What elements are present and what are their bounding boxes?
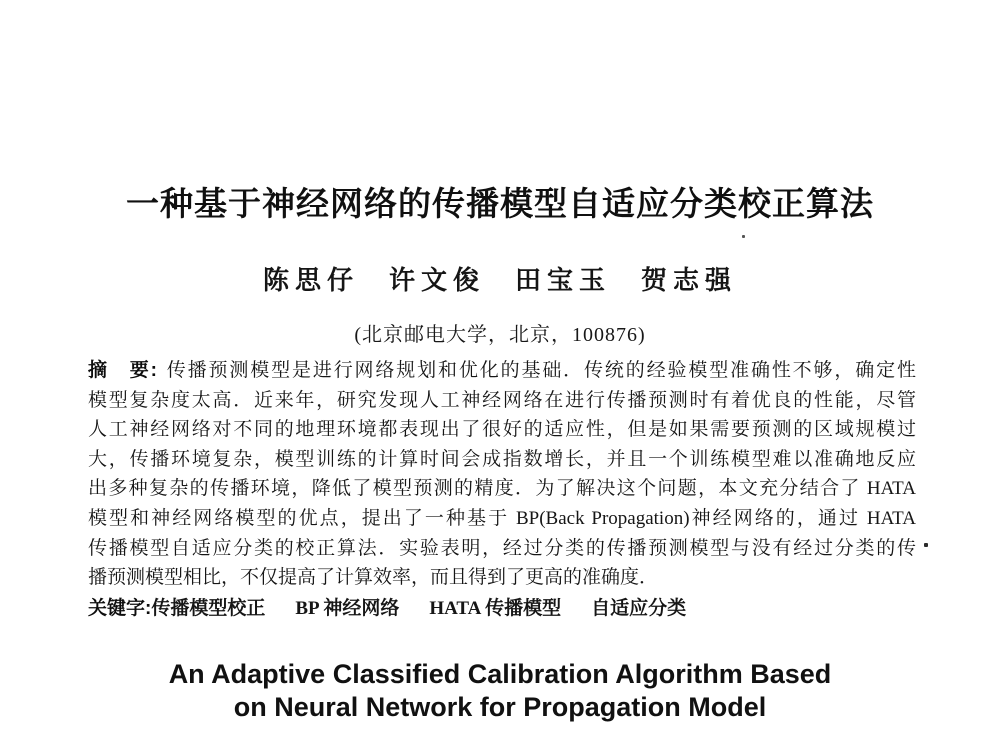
author-name: 贺志强 [641,266,738,295]
affiliation: (北京邮电大学，北京，100876) [354,324,646,346]
keyword: 传播模型校正 [151,598,266,619]
author-name: 许文俊 [388,266,485,295]
keywords-label: 关键字: [88,598,152,619]
abstract-line [88,356,916,386]
paper-title-chinese: 一种基于神经网络的传播模型自适应分类校正算法 [126,185,874,222]
abstract-line: 大，传播环境复杂，模型训练的计算时间会成指数增长，并且一个训练模型难以准确地反应 [88,448,916,470]
keyword: 自适应分类 [591,598,687,619]
abstract-line: 出多种复杂的传播环境，降低了模型预测的精度．为了解决这个问题，本文充分结合了 HATA [88,478,916,500]
abstract-block [88,356,916,593]
english-title-line: on Neural Network for Propagation Model [233,692,767,722]
keyword: BP 神经网络 [295,598,400,619]
keyword: HATA 传播模型 [429,598,562,619]
scan-speck [742,235,745,238]
abstract-line: 人工神经网络对不同的地理环境都表现出了很好的适应性，但是如果需要预测的区域规模过 [88,419,916,441]
scan-speck [924,543,928,547]
paper-title-english [0,658,1000,724]
keywords-line [88,594,928,623]
english-title-line: An Adaptive Classified Calibration Algorithm Based [168,659,832,689]
abstract-text: 传播预测模型是进行网络规划和优化的基础．传统的经验模型准确性不够，确定性 [164,360,916,381]
author-list [0,260,1000,297]
author-name: 陈思仔 [262,266,359,295]
abstract-line: 播预测模型相比，不仅提高了计算效率，而且得到了更高的准确度． [88,567,659,589]
author-name: 田宝玉 [515,266,612,295]
abstract-line: 模型和神经网络模型的优点，提出了一种基于 BP(Back Propagation)神经网络的，通过 HATA [88,507,916,529]
abstract-label: 摘 要: [88,360,157,381]
abstract-line: 传播模型自适应分类的校正算法．实验表明，经过分类的传播预测模型与没有经过分类的传 [88,537,916,559]
abstract-line: 模型复杂度太高．近来年，研究发现人工神经网络在进行传播预测时有着优良的性能，尽管 [88,389,916,411]
